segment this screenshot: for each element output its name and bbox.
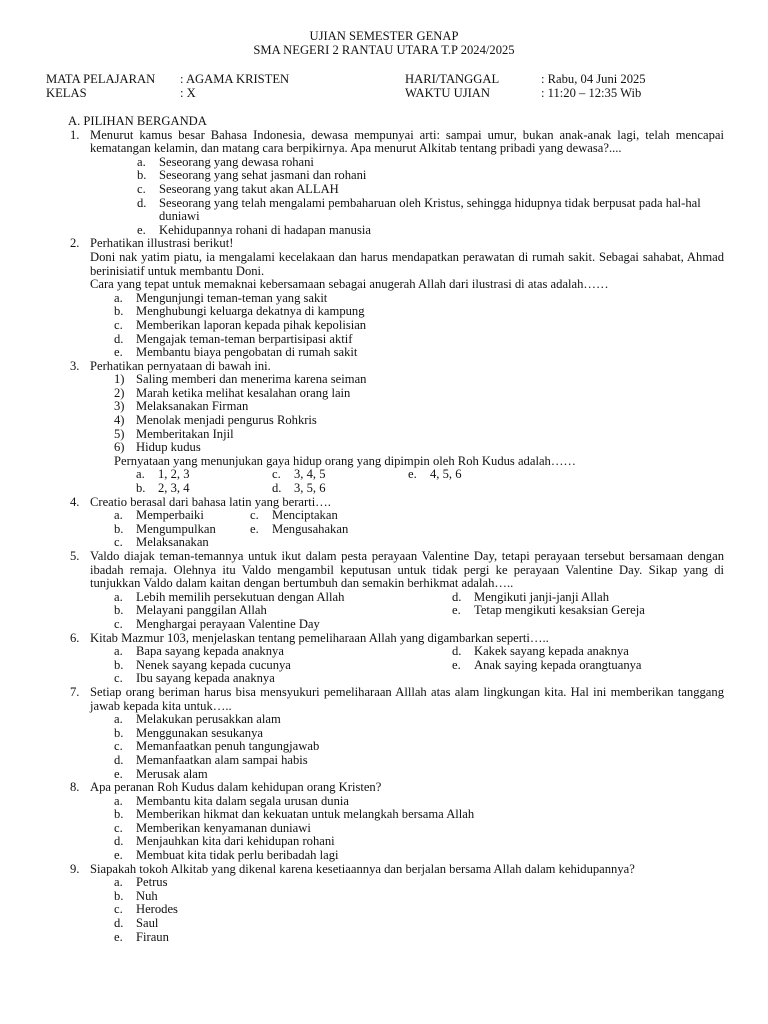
question-number: 9. xyxy=(70,861,80,876)
question-number: 5. xyxy=(70,549,80,563)
question-text: Kitab Mazmur 103, menjelaskan tentang pemeliharaan Allah yang digambarkan seperti….. xyxy=(90,630,549,645)
option-d: d. Memanfaatkan alam sampai habis xyxy=(114,752,308,767)
option-d: d. Saul xyxy=(114,916,159,931)
option-a: a. 1, 2, 3 xyxy=(136,467,190,482)
option-d: d. Mengikuti janji-janji Allah xyxy=(452,589,610,604)
option-b: b. Nenek sayang kepada cucunya xyxy=(114,657,291,672)
question-number: 3. xyxy=(70,358,80,373)
question-text: Perhatikan pernyataan di bawah ini. xyxy=(90,358,271,373)
section-multiple-choice xyxy=(46,115,724,944)
question-text: Creatio berasal dari bahasa latin yang berarti…. xyxy=(90,494,331,509)
option-e: e. Merusak alam xyxy=(114,766,208,781)
question-text: Setiap orang beriman harus bisa mensyukuri pemeliharaan Alllah atas alam lingkungan kita. Hal ini memberikan tanggang jawab kepada kita untuk….. xyxy=(90,684,724,713)
option-d: d. Menjauhkan kita dari kehidupan rohani xyxy=(114,834,335,849)
question-2-options xyxy=(114,292,724,360)
question-number: 4. xyxy=(70,494,80,509)
hari-value: : Rabu, 04 Juni 2025 xyxy=(541,72,646,86)
question-5-options xyxy=(114,591,724,632)
exam-info xyxy=(46,73,726,101)
option-d: d. 3, 5, 6 xyxy=(272,481,326,496)
question-2 xyxy=(46,237,724,291)
question-number: 8. xyxy=(70,780,80,795)
option-b: b. Mengumpulkan xyxy=(114,521,216,536)
school-title: SMA NEGERI 2 RANTAU UTARA T.P 2024/2025 xyxy=(253,42,515,57)
option-d: d. Seseorang yang telah mengalami pembaharuan oleh Kristus, sehingga hidupnya tidak berpusat pada hal-hal duniawi xyxy=(137,195,701,224)
question-7-options xyxy=(114,713,724,781)
option-e: e. 4, 5, 6 xyxy=(408,467,462,482)
option-a: a. Melakukan perusakkan alam xyxy=(114,712,281,727)
statement: 4) Menolak menjadi pengurus Rohkris xyxy=(114,413,317,428)
option-a: a. Petrus xyxy=(114,875,168,890)
question-text: Siapakah tokoh Alkitab yang dikenal karena kesetiaannya dan berjalan bersama Allah dalam kehidupannya? xyxy=(90,861,635,876)
option-a: a. Membantu kita dalam segala urusan dunia xyxy=(114,793,349,808)
question-number: 1. xyxy=(70,127,80,142)
question-text: Valdo diajak teman-temannya untuk ikut dalam pesta perayaan Valentine Day, tetapi perayaan tersebut bersamaan dengan ibadah remaja. Olehnya itu Valdo mengambil keputusan untuk tidak pergi ke perayaan Valentine Day. Sikap yang di tunjukkan Valdo dalam kaitan dengan bertumbuh dan semakin berhikmat adalah….. xyxy=(90,549,724,591)
question-8 xyxy=(46,781,724,795)
option-c2: c. Melaksanakan xyxy=(114,535,209,550)
option-e: e. Mengusahakan xyxy=(250,521,349,536)
exam-header xyxy=(0,30,768,57)
question-prompt: Cara yang tepat untuk memaknai kebersamaan sebagai anugerah Allah dari ilustrasi di atas adalah…… xyxy=(90,277,609,292)
statement-list xyxy=(114,373,724,495)
question-5 xyxy=(46,550,724,591)
question-prompt: Pernyataan yang menunjukan gaya hidup orang yang dipimpin oleh Roh Kudus adalah…… xyxy=(114,453,577,468)
option-b: b. Seseorang yang sehat jasmani dan rohani xyxy=(137,168,367,183)
option-c: c. Memberikan kenyamanan duniawi xyxy=(114,820,311,835)
option-c: c. Memanfaatkan penuh tangungjawab xyxy=(114,739,320,754)
hari-label: HARI/TANGGAL xyxy=(405,72,500,86)
question-8-options xyxy=(114,795,724,863)
option-b: b. Menghubungi keluarga dekatnya di kampung xyxy=(114,304,365,319)
question-9-options xyxy=(114,876,724,944)
option-a: a. Memperbaiki xyxy=(114,508,204,523)
option-e: e. Tetap mengikuti kesaksian Gereja xyxy=(452,603,645,618)
question-text: Menurut kamus besar Bahasa Indonesia, dewasa mempunyai arti: sampai umur, bukan anak-anak lagi, telah mencapai kematangan kelamin, dan matang cara berpikirnya. Apa menurut Alkitab tentang pribadi yang dewasa?.... xyxy=(90,127,724,156)
question-number: 7. xyxy=(70,684,80,699)
question-4 xyxy=(46,496,724,510)
option-e: e. Kehidupannya rohani di hadapan manusia xyxy=(137,222,371,237)
option-d: d. Kakek sayang kepada anaknya xyxy=(452,644,629,659)
option-a: a. Seseorang yang dewasa rohani xyxy=(137,154,314,169)
option-c: c. Ibu sayang kepada anaknya xyxy=(114,671,275,686)
option-a: a. Lebih memilih persekutuan dengan Allah xyxy=(114,589,345,604)
statement: 1) Saling memberi dan menerima karena seiman xyxy=(114,372,367,387)
option-c: c. 3, 4, 5 xyxy=(272,467,326,482)
mapel-label: MATA PELAJARAN xyxy=(46,72,156,86)
question-3-options xyxy=(136,468,724,495)
question-number: 6. xyxy=(70,630,80,645)
illustration-text: Doni nak yatim piatu, ia mengalami kecelakaan dan harus mendapatkan perawatan di rumah sakit. Sebagai sahabat, Ahmad berinisiatif untuk membantu Doni. xyxy=(90,249,724,278)
waktu-label: WAKTU UJIAN xyxy=(405,86,490,100)
statement: 6) Hidup kudus xyxy=(114,440,201,455)
exam-title: UJIAN SEMESTER GENAP xyxy=(309,29,459,43)
option-b: b. Nuh xyxy=(114,888,158,903)
question-4-options xyxy=(114,509,724,550)
statement: 3) Melaksanakan Firman xyxy=(114,399,249,414)
option-a: a. Bapa sayang kepada anaknya xyxy=(114,644,284,659)
option-c: c. Menciptakan xyxy=(250,508,338,523)
option-c: c. Menghargai perayaan Valentine Day xyxy=(114,616,320,631)
option-e: e. Membuat kita tidak perlu beribadah lagi xyxy=(114,848,339,863)
option-e: e. Firaun xyxy=(114,929,169,944)
option-b: b. 2, 3, 4 xyxy=(136,481,190,496)
section-title: A. PILIHAN BERGANDA xyxy=(68,114,207,128)
option-e: e. Anak saying kepada orangtuanya xyxy=(452,657,642,672)
question-6 xyxy=(46,632,724,646)
question-text: Apa peranan Roh Kudus dalam kehidupan orang Kristen? xyxy=(90,780,382,795)
option-b: b. Melayani panggilan Allah xyxy=(114,603,267,618)
option-b: b. Memberikan hikmat dan kekuatan untuk melangkah bersama Allah xyxy=(114,807,475,822)
question-text: Perhatikan illustrasi berikut! xyxy=(90,236,234,251)
option-e: e. Membantu biaya pengobatan di rumah sakit xyxy=(114,345,358,360)
mapel-value: : AGAMA KRISTEN xyxy=(180,72,290,86)
kelas-label: KELAS xyxy=(46,86,87,100)
statement: 2) Marah ketika melihat kesalahan orang lain xyxy=(114,385,351,400)
option-c: c. Herodes xyxy=(114,902,178,917)
question-6-options xyxy=(114,645,724,686)
waktu-value: : 11:20 – 12:35 Wib xyxy=(541,86,642,100)
option-d: d. Mengajak teman-teman berpartisipasi aktif xyxy=(114,331,353,346)
question-9 xyxy=(46,863,724,877)
option-a: a. Mengunjungi teman-teman yang sakit xyxy=(114,290,328,305)
option-c: c. Memberikan laporan kepada pihak kepolisian xyxy=(114,317,367,332)
option-b: b. Menggunakan sesukanya xyxy=(114,725,263,740)
option-c: c. Seseorang yang takut akan ALLAH xyxy=(137,181,339,196)
question-1 xyxy=(46,129,724,156)
question-3 xyxy=(46,360,724,374)
statement: 5) Memberitakan Injil xyxy=(114,426,234,441)
question-7 xyxy=(46,686,724,713)
question-number: 2. xyxy=(70,236,80,251)
question-1-options xyxy=(137,156,724,238)
kelas-value: : X xyxy=(180,86,196,100)
